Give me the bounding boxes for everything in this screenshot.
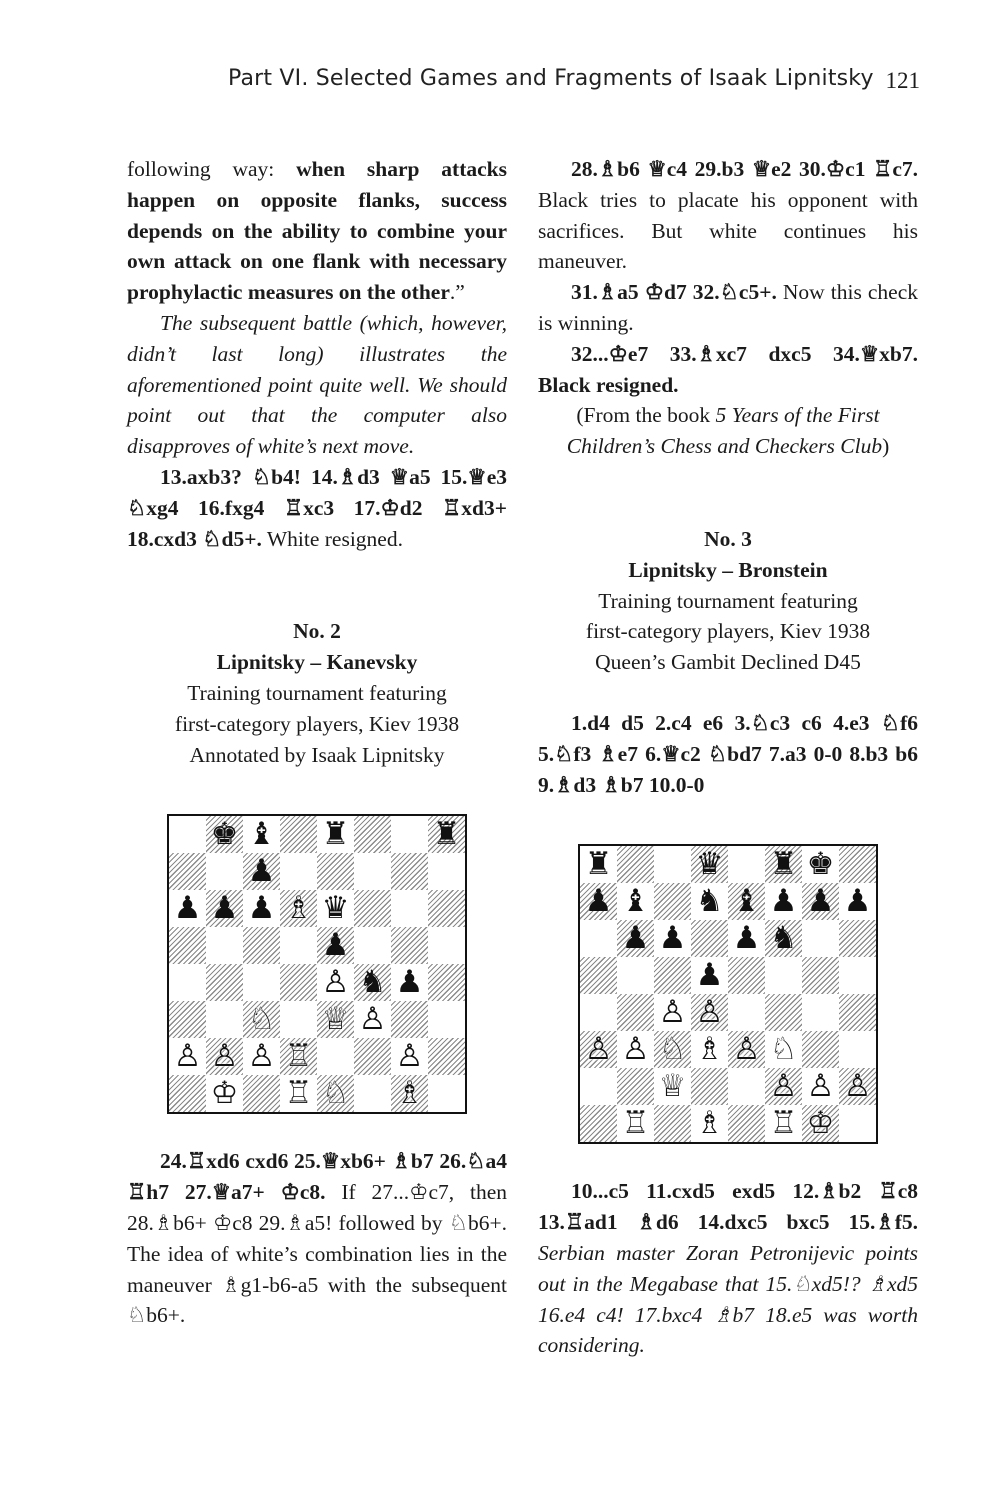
chess-piece: ♘ (658, 1031, 687, 1068)
board-square (206, 890, 243, 927)
board-square (654, 920, 691, 957)
board-square (391, 1038, 428, 1075)
board-square (691, 846, 728, 883)
game-3-heading (538, 524, 918, 678)
chess-piece: ♙ (621, 1031, 650, 1068)
chess-piece: ♙ (806, 1068, 835, 1105)
board-square (580, 1105, 617, 1142)
chess-piece: ♗ (395, 1075, 424, 1112)
chess-piece: ♟ (806, 883, 835, 920)
board-square (391, 1075, 428, 1112)
board-square (765, 1031, 802, 1068)
chess-piece: ♖ (621, 1105, 650, 1142)
board-square (802, 957, 839, 994)
board-square (243, 816, 280, 853)
text-run: White resigned. (261, 526, 403, 551)
board-square (354, 853, 391, 890)
board-square (428, 964, 465, 1001)
chess-piece: ♛ (321, 890, 350, 927)
board-square (839, 846, 876, 883)
chess-piece: ♟ (210, 890, 239, 927)
chess-piece: ♟ (584, 883, 613, 920)
game-event-line-1: Training tournament featuring (598, 588, 858, 613)
left-paragraph-2: The subsequent battle (which, however, didn’t last long) illustrates the aforementioned point quite well. We should point out that the computer also disapproves of white’s next move. (127, 310, 507, 459)
board-square (839, 957, 876, 994)
board-square (317, 1038, 354, 1075)
chess-piece: ♟ (173, 890, 202, 927)
board-square (354, 890, 391, 927)
board-square (728, 1031, 765, 1068)
text-run: ) (882, 434, 890, 459)
left-paragraph-4 (127, 1146, 507, 1331)
board-square (654, 846, 691, 883)
board-square (280, 890, 317, 927)
board-square (691, 920, 728, 957)
chess-piece: ♚ (806, 846, 835, 883)
chess-piece: ♝ (247, 816, 276, 853)
board-square (317, 890, 354, 927)
game-number: No. 3 (704, 526, 752, 551)
chess-piece: ♖ (284, 1038, 313, 1075)
chess-piece: ♟ (695, 957, 724, 994)
board-square (617, 1105, 654, 1142)
chess-piece: ♟ (395, 964, 424, 1001)
board-square (317, 853, 354, 890)
chess-piece: ♙ (358, 1001, 387, 1038)
board-square (839, 883, 876, 920)
board-square (280, 1075, 317, 1112)
text-run: following way: (127, 157, 297, 181)
chess-piece: ♙ (173, 1038, 202, 1075)
board-square (317, 964, 354, 1001)
board-square (317, 927, 354, 964)
commentary: Serbian master Zoran Petronijevic points out in the Megabase that 15.♘xd5!? ♗xd5 16.e4 c4! 17.bxc4 ♗b7 18.e5 was worth considering. (538, 1240, 918, 1358)
board-square (654, 1105, 691, 1142)
chess-piece: ♟ (247, 853, 276, 890)
chess-piece: ♜ (432, 816, 461, 853)
chess-piece: ♗ (695, 1105, 724, 1142)
board-square (617, 957, 654, 994)
chess-piece: ♙ (769, 1068, 798, 1105)
chessboard (167, 814, 467, 1114)
move-sequence: 32...♔e7 33.♗xc7 dxc5 34.♕xb7. (571, 341, 918, 366)
board-square (206, 816, 243, 853)
right-paragraph-opening-moves: 1.d4 d5 2.c4 e6 3.♘c3 c6 4.e3 ♘f6 5.♘f3 ♗e7 6.♕c2 ♘bd7 7.a3 0-0 8.b3 b6 9.♗d3 ♗b7 10.0-0 (538, 710, 918, 797)
chess-piece: ♕ (658, 1068, 687, 1105)
board-square (654, 957, 691, 994)
left-paragraph-1 (127, 154, 507, 308)
game-players: Lipnitsky – Kanevsky (216, 650, 418, 675)
board-square (391, 890, 428, 927)
game-number: No. 2 (293, 619, 341, 644)
board-square (169, 964, 206, 1001)
board-square (691, 994, 728, 1031)
right-column (538, 154, 918, 1361)
board-square (765, 1105, 802, 1142)
chess-piece: ♘ (321, 1075, 350, 1112)
chess-piece: ♝ (732, 883, 761, 920)
board-square (802, 1105, 839, 1142)
chess-piece: ♜ (769, 846, 798, 883)
board-square (280, 927, 317, 964)
board-square (428, 1001, 465, 1038)
chess-piece: ♟ (843, 883, 872, 920)
board-square (654, 1031, 691, 1068)
board-square (617, 883, 654, 920)
board-square (728, 957, 765, 994)
board-square (206, 1001, 243, 1038)
chess-piece: ♟ (658, 920, 687, 957)
chess-piece: ♟ (247, 890, 276, 927)
board-square (391, 964, 428, 1001)
board-square (802, 1031, 839, 1068)
board-square (169, 1001, 206, 1038)
text-run: Now this check is winning. (538, 280, 919, 335)
chess-piece: ♟ (732, 920, 761, 957)
chess-diagram-1 (167, 814, 467, 1114)
board-square (580, 1068, 617, 1105)
board-square (428, 816, 465, 853)
chess-piece: ♙ (247, 1038, 276, 1075)
board-square (206, 964, 243, 1001)
chess-piece: ♝ (621, 883, 650, 920)
game-event-line-1: Training tournament featuring (187, 680, 447, 705)
board-square (691, 1068, 728, 1105)
board-square (617, 846, 654, 883)
chess-piece: ♟ (621, 920, 650, 957)
bold-maxim: when sharp attacks happen on opposite flanks, success depends on the ability to combine your own attack on one flank with necessary prophylactic measures on the other (127, 157, 507, 305)
text-run: Black tries to placate his opponent with sacrifices. But white continues his maneuver. (538, 187, 918, 274)
text-run: Black resigned. (538, 372, 679, 397)
board-square (428, 853, 465, 890)
board-square (802, 846, 839, 883)
chess-piece: ♙ (732, 1031, 761, 1068)
board-square (354, 927, 391, 964)
board-square (580, 846, 617, 883)
board-square (691, 957, 728, 994)
move-sequence: 10...c5 11.cxd5 exd5 12.♗b2 ♖c8 13.♖ad1 ♗d6 14.dxc5 bxc5 15.♗f5. (538, 1179, 918, 1235)
board-square (617, 994, 654, 1031)
board-square (839, 920, 876, 957)
board-square (765, 846, 802, 883)
board-square (728, 994, 765, 1031)
chess-piece: ♔ (806, 1105, 835, 1142)
board-square (654, 994, 691, 1031)
chess-piece: ♙ (584, 1031, 613, 1068)
game-2-heading (127, 616, 507, 770)
board-square (580, 994, 617, 1031)
board-square (206, 853, 243, 890)
board-square (169, 927, 206, 964)
move-sequence: 24.♖xd6 cxd6 25.♕xb6+ ♗b7 26.♘a4 ♖h7 27.♕a7+ ♔c8. (127, 1149, 507, 1205)
chess-piece: ♜ (321, 816, 350, 853)
board-square (354, 1038, 391, 1075)
board-square (169, 1075, 206, 1112)
move-sequence: 13.axb3? ♘b4! 14.♗d3 ♕a5 15.♕e3 ♘xg4 16.fxg4 ♖xc3 17.♔d2 ♖xd3+ 18.cxd3 ♘d5+. (127, 464, 507, 551)
source-citation (538, 400, 918, 462)
chess-piece: ♖ (769, 1105, 798, 1142)
board-square (317, 816, 354, 853)
running-title: Part VI. Selected Games and Fragments of Isaak Lipnitsky (228, 66, 874, 91)
chess-piece: ♞ (358, 964, 387, 1001)
board-square (839, 1031, 876, 1068)
board-square (243, 853, 280, 890)
board-square (580, 1031, 617, 1068)
board-square (765, 883, 802, 920)
move-sequence: 28.♗b6 ♕c4 29.b3 ♕e2 30.♔c1 ♖c7. (571, 157, 918, 181)
board-square (428, 1038, 465, 1075)
board-square (802, 920, 839, 957)
board-square (765, 920, 802, 957)
book-title: 5 Years of the First Children’s Chess and Checkers Club (566, 403, 883, 459)
text-run: .” (449, 280, 465, 305)
board-square (243, 1001, 280, 1038)
board-square (391, 853, 428, 890)
game-event-line-2: first-category players, Kiev 1938 (174, 711, 460, 736)
board-square (728, 883, 765, 920)
chess-piece: ♟ (769, 883, 798, 920)
right-paragraph-1 (538, 154, 918, 277)
chess-piece: ♛ (695, 846, 724, 883)
chess-piece: ♗ (695, 1031, 724, 1068)
board-square (428, 1075, 465, 1112)
board-square (391, 816, 428, 853)
chess-piece: ♜ (584, 846, 613, 883)
board-square (243, 1038, 280, 1075)
board-square (691, 1031, 728, 1068)
chess-piece: ♙ (695, 994, 724, 1031)
board-square (391, 927, 428, 964)
board-square (280, 1038, 317, 1075)
board-square (765, 994, 802, 1031)
board-square (580, 957, 617, 994)
text-run: If 27...♔c7, then 28.♗b6+ ♔c8 29.♗a5! followed by ♘b6+. The idea of white’s combination lies in the maneuver ♗g1-b6-a5 with the subsequent ♘b6+. (127, 1180, 507, 1328)
board-square (169, 816, 206, 853)
board-square (654, 1068, 691, 1105)
chess-piece: ♙ (210, 1038, 239, 1075)
board-square (839, 1105, 876, 1142)
right-paragraph-analysis (538, 1176, 918, 1361)
board-square (428, 890, 465, 927)
board-square (728, 920, 765, 957)
chess-piece: ♘ (769, 1031, 798, 1068)
board-square (206, 1075, 243, 1112)
board-square (354, 816, 391, 853)
board-square (169, 1038, 206, 1075)
board-square (691, 883, 728, 920)
board-square (280, 816, 317, 853)
right-paragraph-3 (538, 339, 918, 401)
text-run: (From the book (576, 403, 716, 428)
board-square (617, 1068, 654, 1105)
board-square (765, 1068, 802, 1105)
board-square (280, 853, 317, 890)
board-square (243, 890, 280, 927)
chess-piece: ♚ (210, 816, 239, 853)
game-players: Lipnitsky – Bronstein (628, 557, 828, 582)
board-square (354, 964, 391, 1001)
board-square (654, 883, 691, 920)
chess-piece: ♙ (658, 994, 687, 1031)
board-square (691, 1105, 728, 1142)
board-square (243, 1075, 280, 1112)
board-square (243, 927, 280, 964)
chess-piece: ♗ (284, 890, 313, 927)
game-event-line-2: first-category players, Kiev 1938 (585, 619, 871, 644)
chess-piece: ♕ (321, 1001, 350, 1038)
chess-piece: ♖ (284, 1075, 313, 1112)
right-paragraph-2 (538, 277, 918, 339)
board-square (280, 1001, 317, 1038)
board-square (169, 853, 206, 890)
chess-piece: ♙ (321, 964, 350, 1001)
chess-piece: ♟ (321, 927, 350, 964)
chessboard (578, 844, 878, 1144)
running-head (150, 64, 920, 104)
left-paragraph-3 (127, 462, 507, 554)
page-number: 121 (885, 68, 920, 93)
move-sequence: 31.♗a5 ♔d7 32.♘c5+. (571, 280, 777, 305)
board-square (169, 890, 206, 927)
board-square (206, 1038, 243, 1075)
board-square (617, 920, 654, 957)
board-square (391, 1001, 428, 1038)
board-square (765, 957, 802, 994)
left-column (127, 154, 507, 1331)
chess-piece: ♘ (247, 1001, 276, 1038)
board-square (317, 1001, 354, 1038)
board-square (580, 883, 617, 920)
chess-piece: ♞ (769, 920, 798, 957)
board-square (617, 1031, 654, 1068)
board-square (802, 994, 839, 1031)
board-square (728, 1105, 765, 1142)
board-square (317, 1075, 354, 1112)
board-square (428, 927, 465, 964)
chess-piece: ♙ (843, 1068, 872, 1105)
board-square (580, 920, 617, 957)
board-square (354, 1075, 391, 1112)
board-square (354, 1001, 391, 1038)
board-square (280, 964, 317, 1001)
board-square (243, 964, 280, 1001)
board-square (728, 1068, 765, 1105)
chess-piece: ♙ (395, 1038, 424, 1075)
board-square (839, 994, 876, 1031)
game-annotator: Annotated by Isaak Lipnitsky (189, 742, 445, 767)
chess-piece: ♔ (210, 1075, 239, 1112)
board-square (839, 1068, 876, 1105)
board-square (802, 883, 839, 920)
chess-diagram-2 (578, 844, 878, 1144)
board-square (728, 846, 765, 883)
game-opening: Queen’s Gambit Declined D45 (595, 650, 861, 675)
chess-piece: ♞ (695, 883, 724, 920)
board-square (206, 927, 243, 964)
board-square (802, 1068, 839, 1105)
